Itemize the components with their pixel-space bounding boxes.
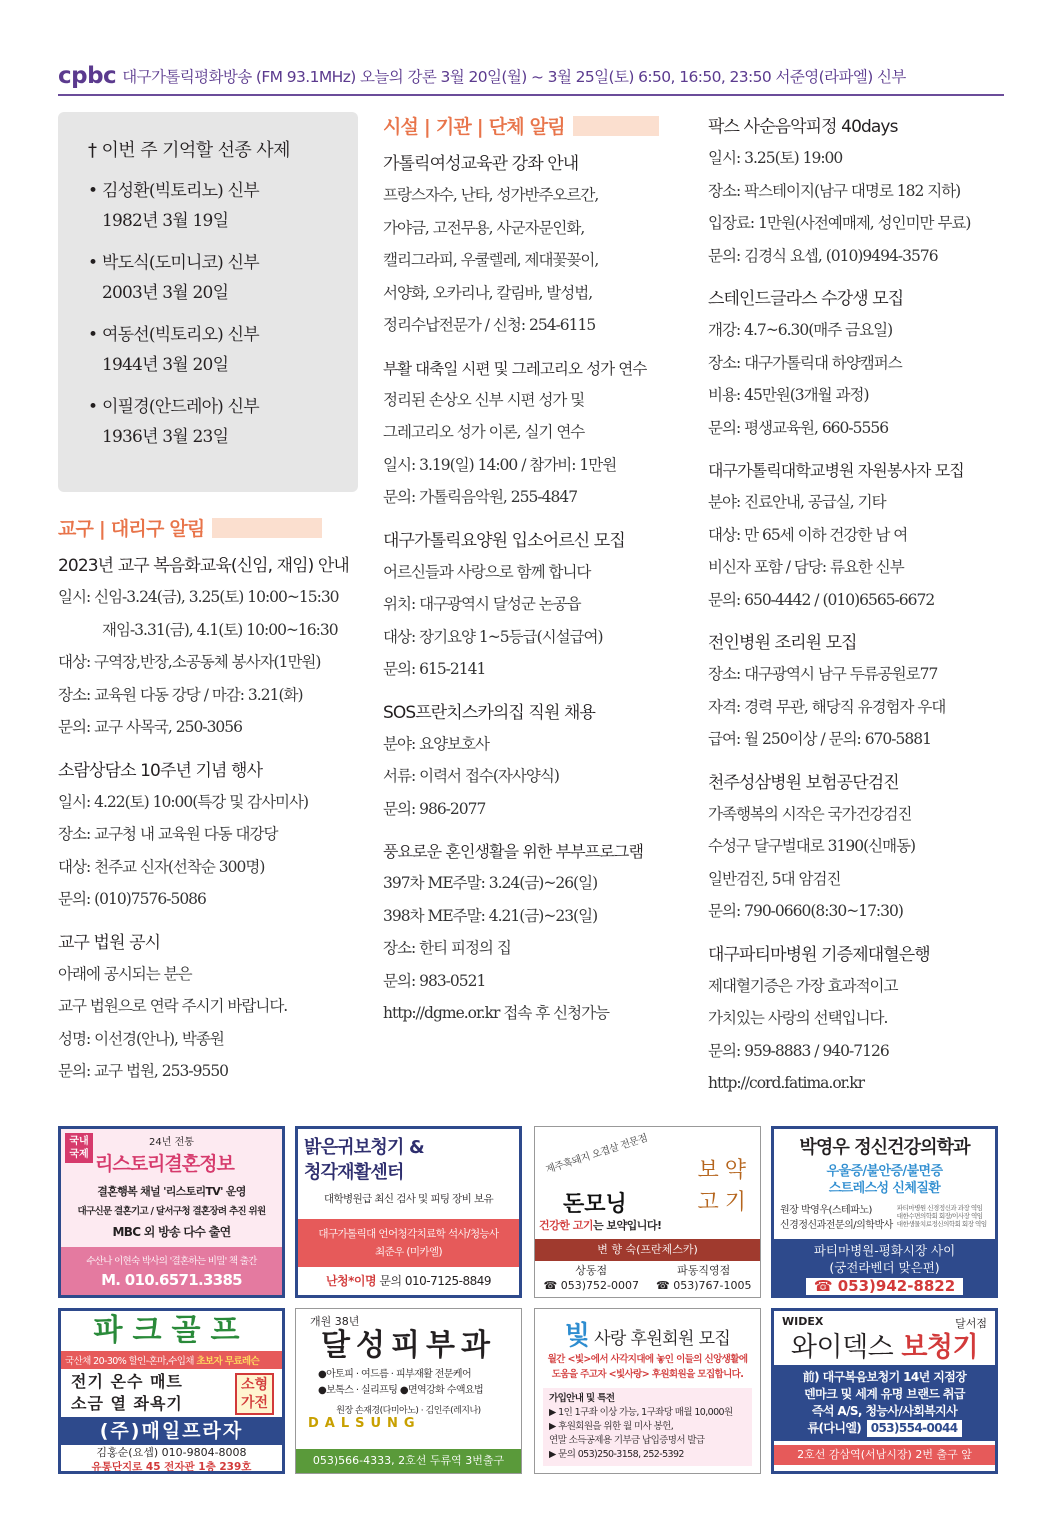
saints-title: † 이번 주 기억할 선종 사제 bbox=[88, 140, 290, 161]
notice-item: 풍요로운 혼인생활을 위한 부부프로그램 397차 ME주말: 3.24(금)~26(일) 398차 ME주말: 4.21(금)~23(일) 장소: 한티 피정의 집 문의: 983-0521 http://dgme.or.kr 접속 후 신청가능 bbox=[383, 837, 688, 1030]
section-heading-diocese: 교구 | 대리구 알림 bbox=[58, 514, 358, 541]
notice-item: 대구파티마병원 기증제대혈은행 제대혈기증은 가장 효과적이고 가치있는 사랑의 선택입니다. 문의: 959-8883 / 940-7126 http://cord.fatima.or.kr bbox=[708, 940, 1008, 1100]
widex-logo: WIDEX bbox=[782, 1315, 824, 1328]
notice-item: 2023년 교구 복음화교육(신임, 재임) 안내 일시: 신임-3.24(금), 3.25(토) 10:00~15:30 재임-3.31(금), 4.1(토) 10:00~16:30 대상: 구역장,반장,소공동체 봉사자(1만원) 장소: 교육원 다동 강당 / 마감: 3.21(화) 문의: 교구 사목국, 250-3056 bbox=[58, 556, 349, 736]
notice-item: 대구가톨릭대학교병원 자원봉사자 모집 분야: 진료안내, 공급실, 기타 대상: 만 65세 이하 건강한 남 여 비신자 포함 / 담당: 류요한 신부 문의: 650-4442 / (010)6565-6672 bbox=[708, 461, 964, 609]
notice-item: 스테인드글라스 수강생 모집 개강: 4.7~6.30(매주 금요일) 장소: 대구가톨릭대 하양캠퍼스 비용: 45만원(3개월 과정) 문의: 평생교육원, 660-5556 bbox=[708, 289, 904, 437]
saint-item: • 여동선(빅토리오) 신부 1944년 3월 20일 bbox=[88, 325, 259, 375]
cpbc-logo: cpbc bbox=[58, 63, 117, 89]
saints-box bbox=[58, 112, 358, 492]
saint-item: • 박도식(도미니코) 신부 2003년 3월 20일 bbox=[88, 253, 259, 303]
saint-item: • 이필경(안드레아) 신부 1936년 3월 23일 bbox=[88, 397, 259, 447]
ad-park-golf: 파크골프 국산채 20-30% 할인-혼마,수입채 초보자 무료레슨 전기 온수 매트 소금 열 좌욕기 소형 가전 (주)매일프라자 김홍순(요셉) 010-9804-8008 유통단지로 45 전자관 1층 239호 bbox=[58, 1308, 285, 1474]
radio-homily-notice: 대구가톨릭평화방송 (FM 93.1MHz) 오늘의 강론 3월 20일(월) ~ 3월 25일(토) 6:50, 16:50, 23:50 서준영(라파엘) 신부 bbox=[122, 68, 906, 86]
column-right bbox=[708, 112, 1008, 1112]
notice-item: 대구가톨릭요양원 입소어르신 모집 어르신들과 사랑으로 함께 합니다 위치: 대구광역시 달성군 논공읍 대상: 장기요양 1~5등급(시설급여) 문의: 615-2141 bbox=[383, 530, 625, 678]
ad-bit-sponsor: 빛 사랑 후원회원 모집 월간 <빛>에서 사각지대에 놓인 이들의 신앙생활에 도움을 주고자 <빛사랑> 후원회원을 모집합니다. 가입안내 및 특전 ▶ 1인 1구좌 이상 가능, 1구좌당 매월 10,000원 ▶ 후원회원을 위한 월 미사 봉헌, 연말 소득공제용 기부금 납입증명서 발급 ▶ 문의 053)250-3158, 252-5392 bbox=[534, 1308, 761, 1474]
notice-item: 천주성삼병원 보험공단검진 가족행복의 시작은 국가건강검진 수성구 달구벌대로 3190(신매동) 일반검진, 5대 암검진 문의: 790-0660(8:30~17:30) bbox=[708, 772, 916, 920]
section-heading-facilities: 시설 | 기관 | 단체 알림 bbox=[383, 112, 688, 139]
dgme-link[interactable]: http://dgme.or.kr 접속 후 신청가능 bbox=[383, 1004, 610, 1022]
notice-item: SOS프란치스카의집 직원 채용 분야: 요양보호사 서류: 이력서 접수(자사양식) 문의: 986-2077 bbox=[383, 702, 596, 818]
notice-item: 교구 법원 공시 아래에 공시되는 분은 교구 법원으로 연락 주시기 바랍니다. 성명: 이선경(안나), 박종원 문의: 교구 법원, 253-9550 bbox=[58, 932, 288, 1080]
ad-restory-marriage: 국내 국제 24년 전통 리스토리결혼정보 결혼행복 채널 '리스토리TV' 운영 대구신문 결혼기고 / 달서구청 결혼장려 추진 위원 MBC 외 방송 다수 출연 수산나 이현숙 박사의 '결혼하는 비밀' 책 출간 M. 010.6571.3385 bbox=[58, 1126, 285, 1298]
ad-donmorning-pork: 제주흑돼지 오겹살 전문점 보약 고기 돈모닝 건강한 고기는 보약입니다! 변 향 숙(프란체스카) 상동점 ☎ 053)752-0007 파동직영점 ☎ 053)767-1005 bbox=[534, 1126, 761, 1298]
ad-widex-hearing: WIDEX 달서점 와이덱스 보청기 前) 대구복음보청기 14년 지점장 덴마크 및 세계 유명 브랜드 취급 즉석 A/S, 청능사/사회복지사 류(다니엘) 053)554-0044 2호선 감삼역(서남시장) 2번 출구 앞 bbox=[771, 1308, 998, 1474]
ad-hearing-center: 밝은귀보청기 & 청각재활센터 대학병원급 최신 검사 및 피팅 장비 보유 대구가톨릭대 언어청각치료학 석사/청능사 최준우 (미카엘) 난청*이명 문의 010-7125-8849 bbox=[295, 1126, 522, 1298]
donmorning-logo: 돈모닝 bbox=[563, 1192, 627, 1217]
fatima-cord-link[interactable]: http://cord.fatima.or.kr bbox=[708, 1074, 865, 1092]
column-middle bbox=[383, 112, 688, 1042]
notice-item: 팍스 사순음악피정 40days 일시: 3.25(토) 19:00 장소: 팍스테이지(남구 대명로 182 지하) 입장료: 1만원(사전예매제, 성인미만 무료) 문의: 김경식 요셉, (010)9494-3576 bbox=[708, 117, 971, 265]
notice-item: 부활 대축일 시편 및 그레고리오 성가 연수 정리된 손상오 신부 시편 성가 및 그레고리오 성가 이론, 실기 연수 일시: 3.19(일) 14:00 / 참가비: 1만원 문의: 가톨릭음악원, 255-4847 bbox=[383, 359, 647, 506]
notice-item: 전인병원 조리원 모집 장소: 대구광역시 남구 두류공원로77 자격: 경력 무관, 해당직 유경험자 우대 급여: 월 250이상 / 문의: 670-5881 bbox=[708, 633, 946, 748]
dalsung-logo: DALSUNG bbox=[308, 1416, 421, 1431]
notice-item: 소람상담소 10주년 기념 행사 일시: 4.22(토) 10:00(특강 및 감사미사) 장소: 교구청 내 교육원 다동 대강당 대상: 천주교 신자(선착순 300명) 문의: (010)7576-5086 bbox=[58, 760, 309, 908]
notice-item: 가톨릭여성교육관 강좌 안내 프랑스자수, 난타, 성가반주오르간, 가야금, 고전무용, 사군자문인화, 캘리그라피, 우쿨렐레, 제대꽃꽂이, 서양화, 오카리나, 칼림바, 발성법, 정리수납전문가 / 신청: 254-6115 bbox=[383, 154, 599, 334]
ad-park-psychiatry: 박영우 정신건강의학과 우울증/불안증/불면증 스트레스성 신체질환 원장 박영우(스테파노) 신경정신과전문의/의학박사 파티마병원 신경정신과 과장 역임 대한수면의학회 회장/이사장 역임 대한생물치료정신의학회 회장 역임 파티마병원-평화시장 사이 (궁전라벤더 맞은편) ☎ 053)942-8822 bbox=[771, 1126, 998, 1298]
column-left bbox=[58, 112, 358, 1100]
saint-item: • 김성환(빅토리노) 신부 1982년 3월 19일 bbox=[88, 181, 259, 231]
header-bar bbox=[58, 58, 1004, 96]
ad-dalsung-dermatology: 개원 38년 달성피부과 ●아토피 · 여드름 · 피부재활 전문케어 ●보톡스 · 실리프팅 ●면역강화 수액요법 원장 손재경(다미아노) · 김인주(레지나) DALSUNG 053)566-4333, 2호선 두류역 3번출구 bbox=[295, 1308, 522, 1474]
